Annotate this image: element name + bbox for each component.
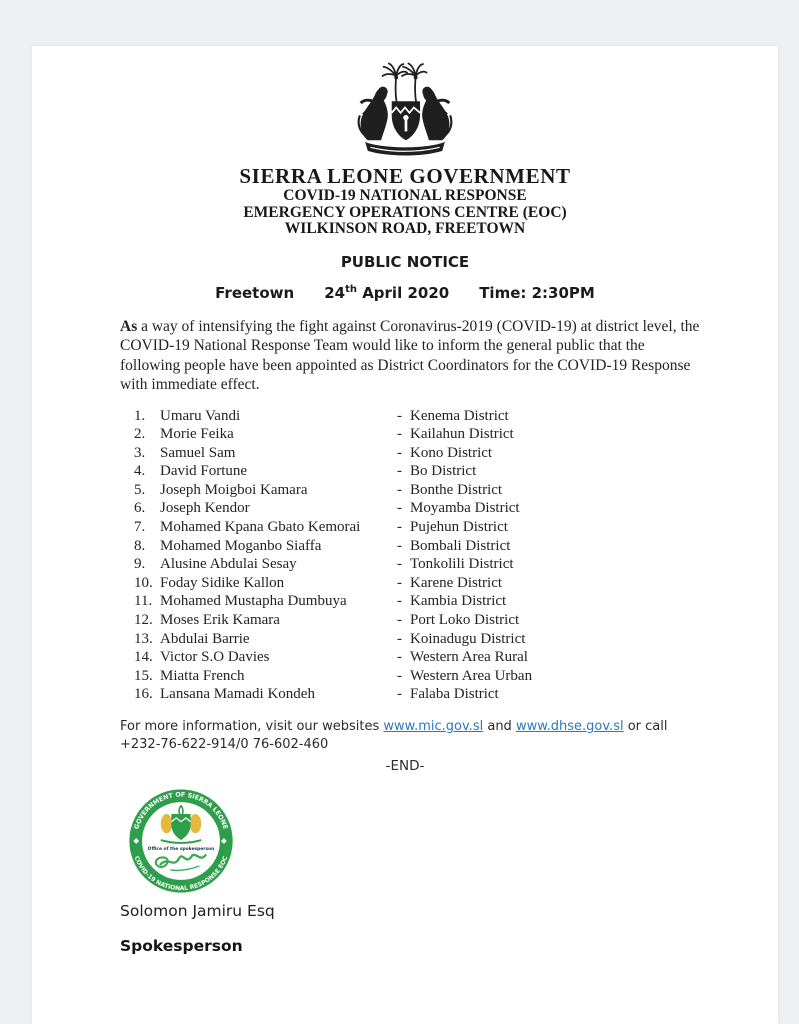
list-item: 5. Joseph Moigboi Kamara - Bonthe District (134, 481, 503, 498)
spokesperson-name: Solomon Jamiru Esq (120, 902, 275, 920)
footer-text-suffix: or call (623, 719, 668, 734)
org-subtitle-line1: COVID-19 NATIONAL RESPONSE (283, 187, 527, 204)
stamp-arc-top-text: GOVERNMENT OF SIERRA LEONE (133, 791, 229, 831)
end-marker: -END- (385, 758, 425, 774)
list-item: 16. Lansana Mamadi Kondeh - Falaba District (134, 686, 499, 703)
phone-numbers: +232-76-622-914/0 76-602-460 (120, 736, 329, 752)
footer-text-prefix: For more information, visit our websites (120, 719, 384, 734)
dateline-time: Time: 2:30PM (479, 283, 595, 302)
list-item: 2. Morie Feika - Kailahun District (134, 426, 514, 443)
list-item: 3. Samuel Sam - Kono District (134, 444, 493, 461)
org-subtitle-line3: WILKINSON ROAD, FREETOWN (284, 220, 526, 237)
link-dhse-gov-sl[interactable]: www.dhse.gov.sl (515, 719, 624, 734)
dateline-date: 24th April 2020 (324, 283, 450, 302)
list-item: 1. Umaru Vandi - Kenema District (134, 407, 509, 424)
spokesperson-title: Spokesperson (120, 937, 243, 955)
dateline-place: Freetown (215, 283, 295, 302)
org-subtitle-line2: EMERGENCY OPERATIONS CENTRE (EOC) (243, 203, 567, 221)
list-item: 7. Mohamed Kpana Gbato Kemorai - Pujehun District (134, 519, 508, 536)
footer-text-middle: and (483, 719, 516, 734)
dateline (32, 284, 778, 302)
list-item: 15. Miatta French - Western Area Urban (134, 667, 533, 684)
stamp-arc-bottom-text: COVID-19 NATIONAL RESPONSE EOC (132, 855, 230, 893)
org-name: SIERRA LEONE GOVERNMENT (239, 164, 571, 188)
list-item: 10. Foday Sidike Kallon - Karene District (134, 574, 503, 591)
list-item: 12. Moses Erik Kamara - Port Loko District (134, 612, 520, 629)
spokesperson-office-stamp (128, 788, 234, 894)
list-item: 9. Alusine Abdulai Sesay - Tonkolili District (134, 556, 514, 573)
list-item: 14. Victor S.O Davies - Western Area Rural (134, 649, 528, 666)
list-item: 13. Abdulai Barrie - Koinadugu District (134, 630, 526, 647)
body-text: a way of intensifying the fight against Coronavirus-2019 (COVID-19) at district level, the COVID-19 National Response Team would like to inform the general public that the following people have been appointed as District Coordinators for the COVID-19 Response with immediate effect. (120, 317, 700, 393)
stamp-band-text: Office of the spokesperson (147, 847, 215, 853)
list-item: 4. David Fortune - Bo District (134, 463, 477, 480)
link-mic-gov-sl[interactable]: www.mic.gov.sl (383, 719, 484, 734)
body-paragraph (120, 317, 700, 395)
coordinators-list (134, 407, 778, 705)
list-item: 11. Mohamed Mustapha Dumbuya - Kambia District (134, 593, 507, 610)
footer-info (120, 718, 720, 753)
coat-of-arms-icon (343, 60, 467, 162)
notice-document (32, 46, 778, 1024)
notice-title: PUBLIC NOTICE (340, 252, 470, 271)
list-item: 6. Joseph Kendor - Moyamba District (134, 500, 520, 517)
body-lead-word: As (120, 317, 138, 335)
list-item: 8. Mohamed Moganbo Siaffa - Bombali District (134, 537, 511, 554)
